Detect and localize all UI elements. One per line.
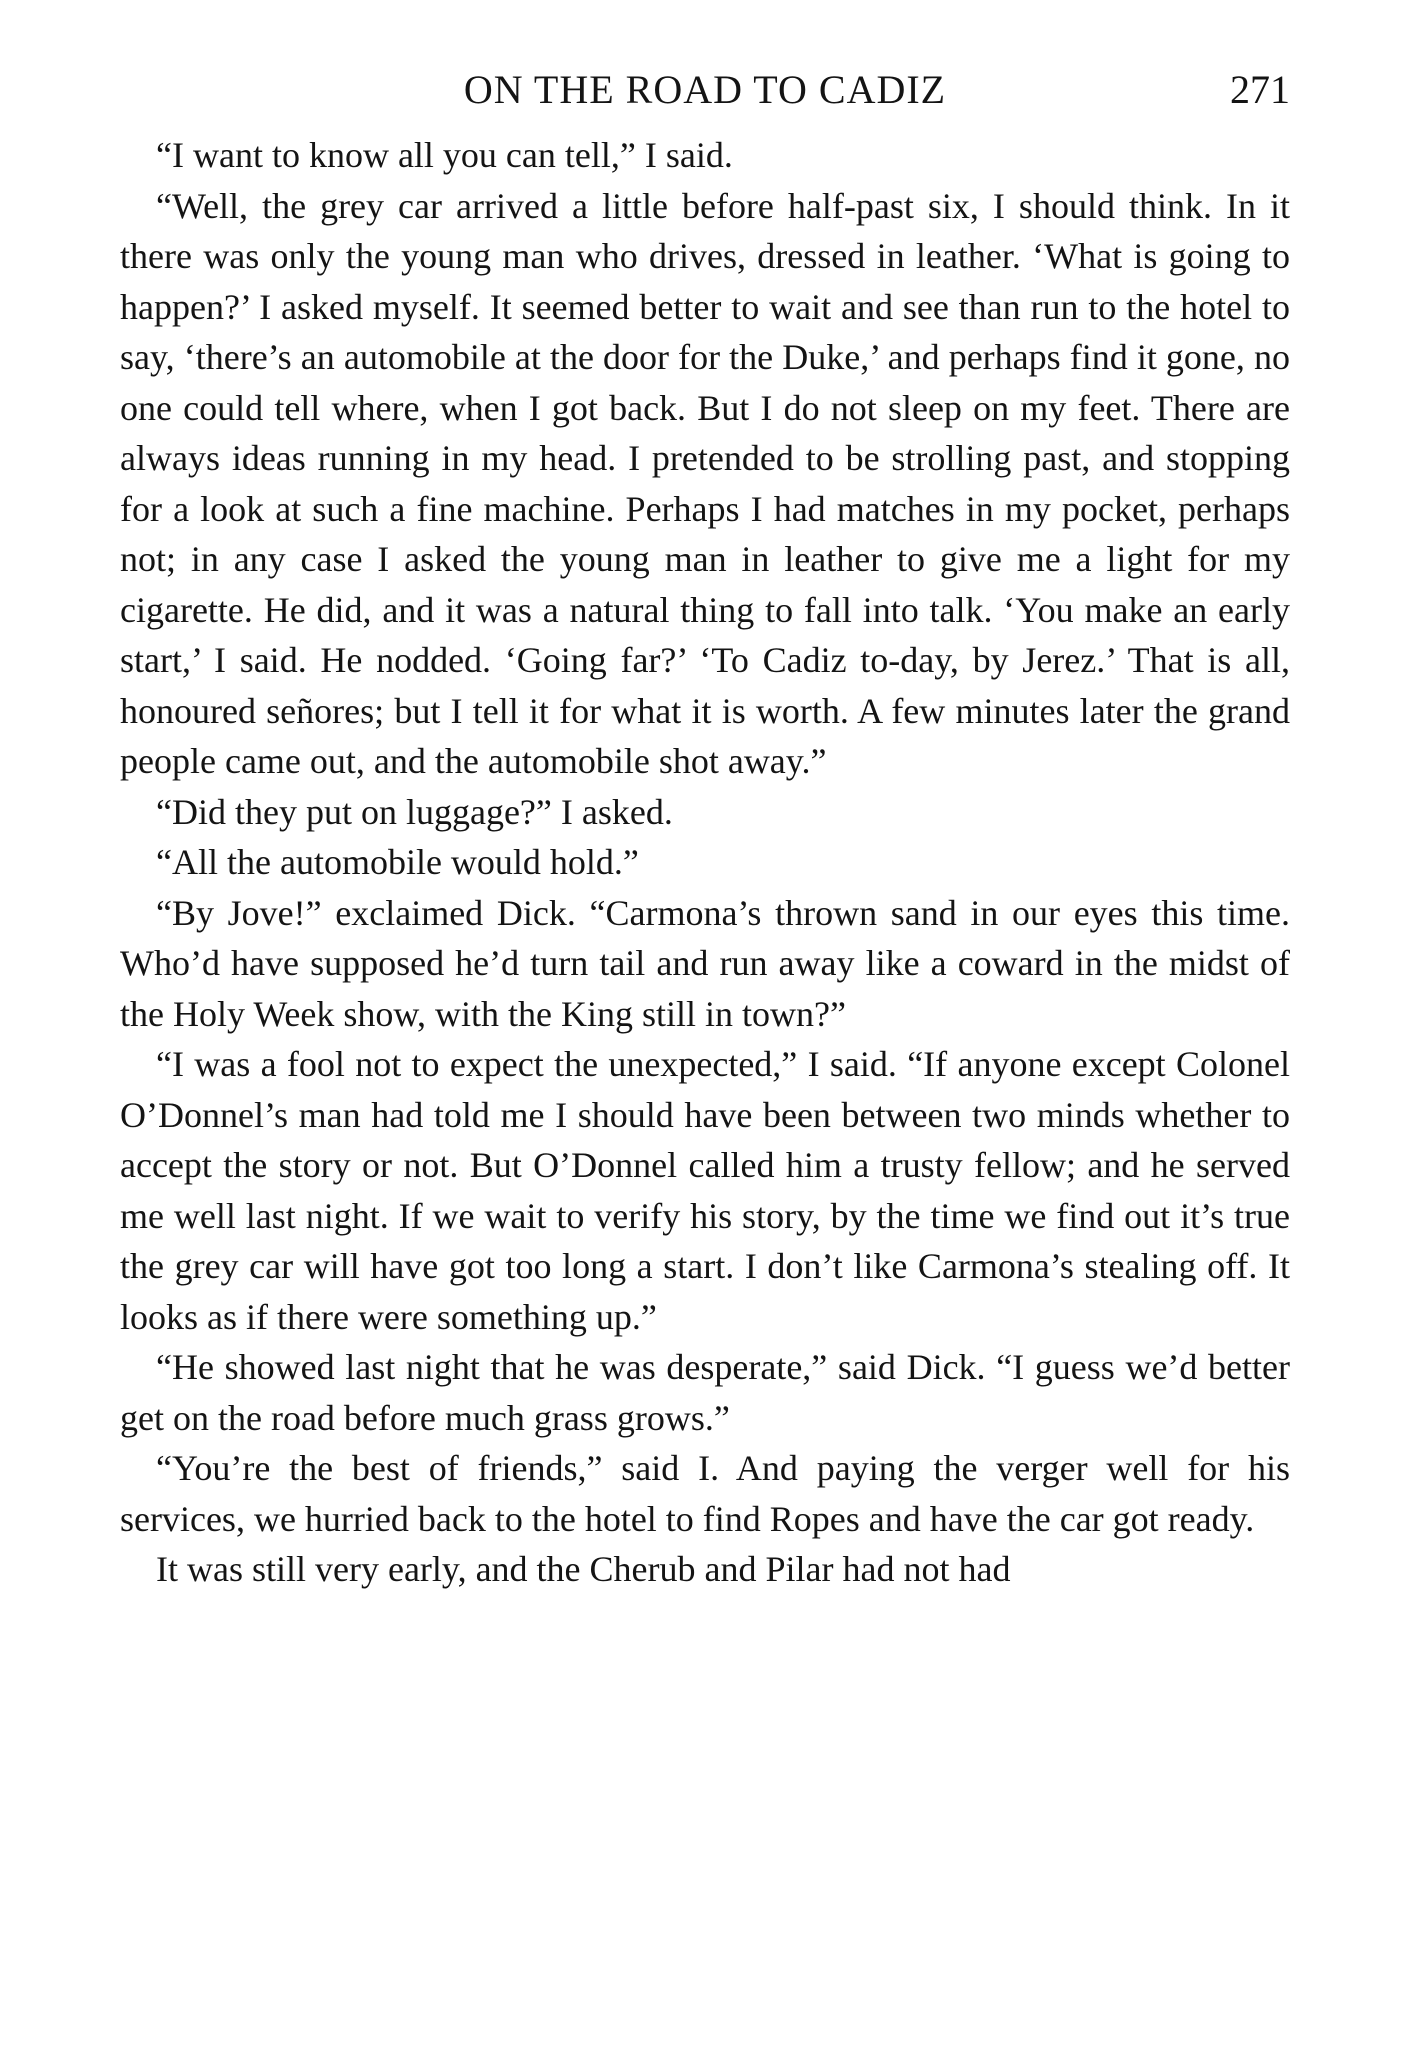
paragraph: “Well, the grey car arrived a little before half-past six, I should think. In it there was only the young man who drives, dressed in leather. ‘What is going to happen?’ I asked myself. It seemed better to wait and see than run to the hotel to say, ‘there’s an automobile at the door for the Duke,’ and perhaps find it gone, no one could tell where, when I got back. But I do not sleep on my feet. There are always ideas running in my head. I pretended to be strolling past, and stopping for a look at such a fine machine. Perhaps I had matches in my pocket, perhaps not; in any case I asked the young man in leather to give me a light for my cigarette. He did, and it was a natural thing to fall into talk. ‘You make an early start,’ I said. He nodded. ‘Going far?’ ‘To Cadiz to-day, by Jerez.’ That is all, honoured señores; but I tell it for what it is worth. A few minutes later the grand people came out, and the automobile shot away.” — [120, 185, 1290, 781]
paragraph: “Did they put on luggage?” I asked. — [156, 791, 673, 832]
paragraph: “All the automobile would hold.” — [156, 842, 639, 882]
page-header — [120, 60, 1290, 120]
body-text — [120, 130, 1290, 1595]
paragraph: It was still very early, and the Cherub and Pilar had not had — [156, 1549, 1011, 1589]
page-number: 271 — [1230, 67, 1290, 112]
book-page — [120, 60, 1290, 1595]
paragraph: “He showed last night that he was desperate,” said Dick. “I guess we’d better get on the road before much grass grows.” — [120, 1347, 1290, 1438]
paragraph: “By Jove!” exclaimed Dick. “Carmona’s thrown sand in our eyes this time. Who’d have supposed he’d turn tail and run away like a coward in the midst of the Holy Week show, with the King still in town?” — [120, 892, 1290, 1034]
paragraph: “I want to know all you can tell,” I said. — [156, 135, 733, 175]
running-head: ON THE ROAD TO CADIZ — [463, 67, 947, 112]
paragraph: “I was a fool not to expect the unexpected,” I said. “If anyone except Colonel O’Donnel’s man had told me I should have been between two minds whether to accept the story or not. But O’Donnel called him a trusty fellow; and he served me well last night. If we wait to verify his story, by the time we find out it’s true the grey car will have got too long a start. I don’t like Carmona’s stealing off. It looks as if there were something up.” — [120, 1044, 1290, 1337]
paragraph: “You’re the best of friends,” said I. And paying the verger well for his services, we hurried back to the hotel to find Ropes and have the car got ready. — [120, 1448, 1290, 1539]
